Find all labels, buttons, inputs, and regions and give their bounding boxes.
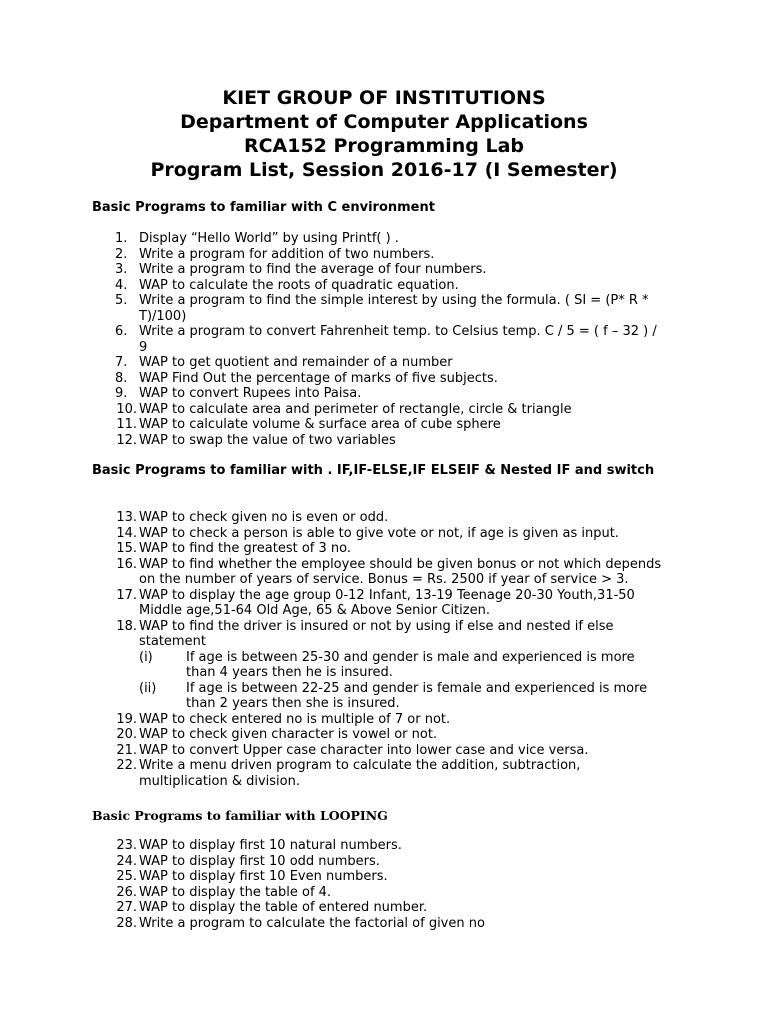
list-item: [0, 541, 667, 557]
program-list-title: Program List, Session 2016-17 (I Semester): [150, 159, 618, 181]
sub-item: [139, 681, 667, 712]
list-item: [0, 433, 667, 449]
list-item: [0, 278, 667, 294]
sub-item-marker: (ii): [139, 680, 157, 696]
list-item: [0, 293, 667, 324]
list-item: [0, 869, 667, 885]
item-text: WAP to calculate volume & surface area of cube sphere: [139, 417, 501, 432]
item-text: WAP to convert Rupees into Paisa.: [139, 386, 362, 401]
institution-name: KIET GROUP OF INSTITUTIONS: [222, 87, 546, 109]
item-number: 4.: [115, 277, 128, 293]
list-item: [0, 417, 667, 433]
item-number: 5.: [115, 293, 128, 308]
item-number: 24.: [116, 853, 137, 869]
item-text: WAP to get quotient and remainder of a number: [139, 355, 453, 370]
list-item: [0, 854, 667, 870]
sub-item: [139, 650, 667, 681]
item-number: 21.: [116, 742, 137, 758]
item-text: Write a program to find the average of four numbers.: [139, 262, 487, 277]
sub-item-marker: (i): [139, 649, 153, 665]
course-name: RCA152 Programming Lab: [243, 135, 525, 157]
item-number: 15.: [116, 541, 137, 556]
item-number: 2.: [115, 246, 128, 262]
item-number: 14.: [116, 525, 137, 541]
item-number: 1.: [115, 231, 128, 246]
item-text: Write a program to calculate the factorial of given no: [139, 915, 485, 931]
list-item: [0, 916, 667, 932]
list-item: [0, 324, 667, 355]
item-number: 25.: [116, 869, 137, 884]
item-text: WAP to find whether the employee should be given bonus or not which depends on the number of years of service. Bonus = Rs. 2500 if year of service > 3.: [139, 556, 662, 587]
section-heading-looping: Basic Programs to familiar with LOOPING: [92, 808, 388, 823]
item-text: WAP to display first 10 natural numbers.: [139, 838, 402, 853]
item-text: WAP to check a person is able to give vote or not, if age is given as input.: [139, 525, 619, 541]
item-number: 3.: [115, 262, 128, 277]
item-text: WAP to find the driver is insured or not by using if else and nested if else statement: [139, 618, 614, 649]
program-list-looping: [0, 838, 667, 931]
item-number: 10.: [116, 401, 137, 417]
list-item: [0, 402, 667, 418]
item-text: Write a program for addition of two numbers.: [139, 246, 435, 262]
list-item: [0, 727, 667, 743]
program-list-conditionals: [0, 510, 667, 789]
item-text: WAP to check given character is vowel or not.: [139, 727, 438, 742]
item-number: 9.: [115, 386, 128, 401]
list-item: [0, 712, 667, 728]
sub-item-text: If age is between 22-25 and gender is female and experienced is more than 2 years then she is insured.: [186, 680, 648, 711]
item-text: WAP to find the greatest of 3 no.: [139, 541, 352, 556]
list-item: [0, 758, 667, 789]
item-number: 13.: [116, 510, 137, 525]
item-text: WAP to convert Upper case character into lower case and vice versa.: [139, 742, 589, 758]
item-number: 26.: [116, 884, 137, 900]
list-item: [0, 557, 667, 588]
item-number: 22.: [116, 758, 137, 773]
item-text: WAP to display the age group 0-12 Infant, 13-19 Teenage 20-30 Youth,31-50 Middle age,51-64 Old Age, 65 & Above Senior Citizen.: [139, 587, 635, 618]
section-heading-conditionals: Basic Programs to familiar with . IF,IF-ELSE,IF ELSEIF & Nested IF and switch: [92, 463, 655, 478]
list-item: [0, 526, 667, 542]
list-item: [0, 371, 667, 387]
item-number: 20.: [116, 727, 137, 742]
item-text: WAP to check given no is even or odd.: [139, 510, 389, 525]
item-number: 27.: [116, 900, 137, 915]
list-item: [0, 743, 667, 759]
item-number: 23.: [116, 838, 137, 853]
list-item: [0, 231, 667, 247]
item-number: 17.: [116, 587, 137, 603]
item-number: 19.: [116, 711, 137, 727]
item-text: WAP to display first 10 odd numbers.: [139, 853, 380, 869]
list-item: [0, 510, 667, 526]
list-item: [0, 838, 667, 854]
item-text: WAP to calculate area and perimeter of rectangle, circle & triangle: [139, 401, 572, 417]
item-text: Write a program to find the simple interest by using the formula. ( SI = (P* R * T)/100): [139, 293, 649, 324]
item-number: 7.: [115, 355, 128, 370]
item-text: WAP to display first 10 Even numbers.: [139, 869, 388, 884]
list-item: [0, 885, 667, 901]
item-text: WAP to display the table of entered number.: [139, 900, 428, 915]
item-number: 28.: [116, 915, 137, 931]
list-item: [0, 262, 667, 278]
item-number: 6.: [115, 324, 128, 339]
list-item: [0, 355, 667, 371]
item-text: Display “Hello World” by using Printf( ) .: [139, 231, 399, 246]
program-list-basic: [0, 231, 667, 448]
item-number: 8.: [115, 370, 128, 386]
item-text: WAP to display the table of 4.: [139, 884, 332, 900]
section-heading-c-environment: Basic Programs to familiar with C environment: [92, 200, 435, 215]
item-number: 18.: [116, 618, 137, 634]
item-text: WAP to calculate the roots of quadratic equation.: [139, 277, 459, 293]
list-item: [0, 588, 667, 619]
list-item: [0, 619, 667, 712]
list-item: [0, 386, 667, 402]
sub-item-text: If age is between 25-30 and gender is male and experienced is more than 4 years then he is insured.: [186, 649, 635, 680]
item-number: 11.: [116, 417, 137, 432]
item-text: WAP to check entered no is multiple of 7 or not.: [139, 711, 451, 727]
item-number: 12.: [116, 432, 137, 448]
list-item: [0, 247, 667, 263]
department-name: Department of Computer Applications: [180, 111, 588, 133]
item-number: 16.: [116, 556, 137, 572]
item-text: WAP Find Out the percentage of marks of five subjects.: [139, 370, 498, 386]
item-text: Write a program to convert Fahrenheit temp. to Celsius temp. C / 5 = ( f – 32 ) / 9: [139, 324, 657, 355]
list-item: [0, 900, 667, 916]
document-title: [0, 86, 768, 182]
item-text: WAP to swap the value of two variables: [139, 432, 396, 448]
item-text: Write a menu driven program to calculate the addition, subtraction, multiplication & division.: [139, 758, 581, 789]
